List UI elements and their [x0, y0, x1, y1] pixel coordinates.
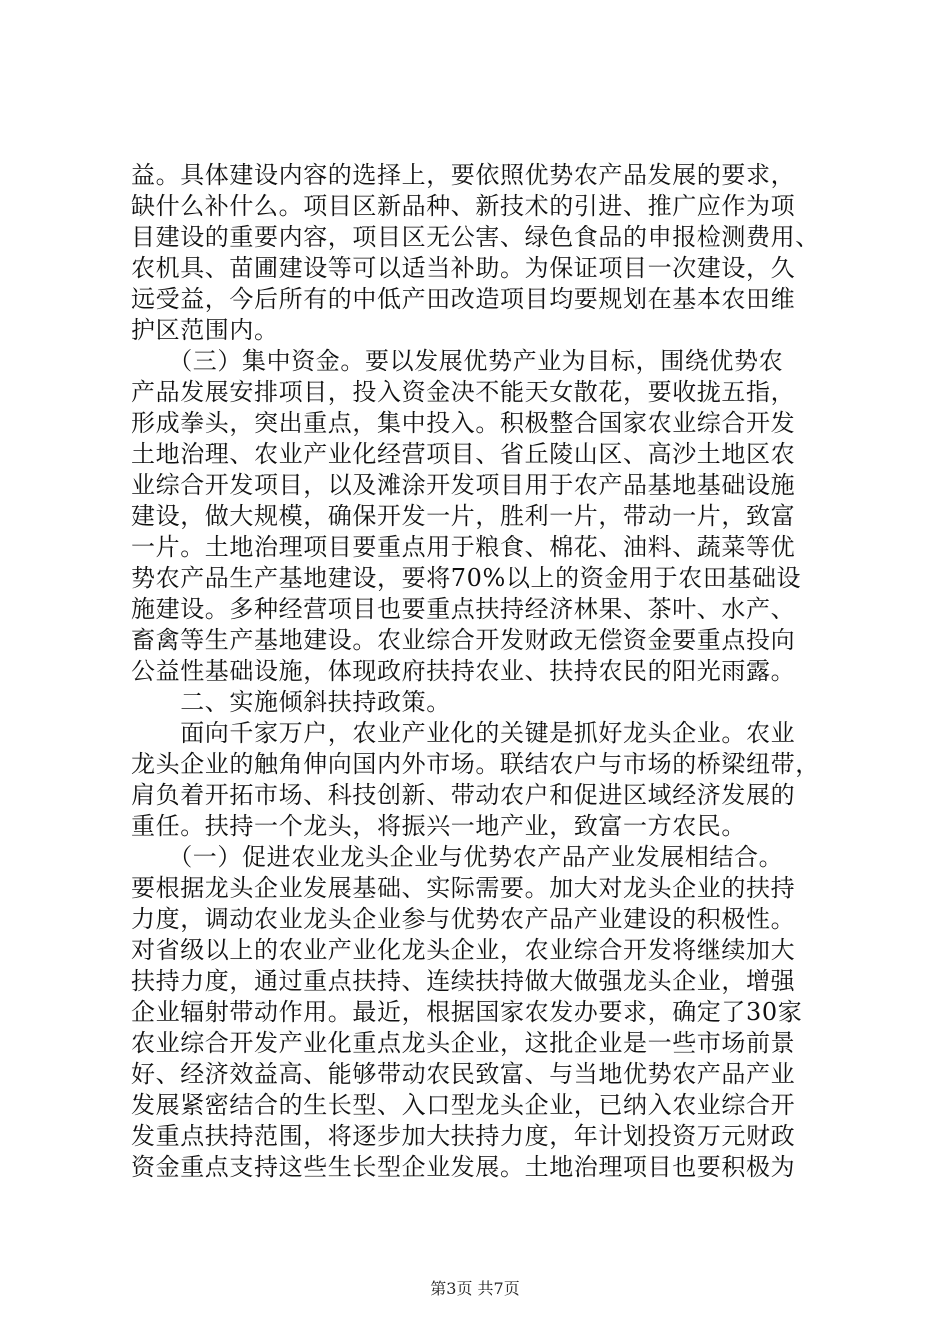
text-line: （一）促进农业龙头企业与优势农产品产业发展相结合。 [131, 843, 784, 871]
section-heading: 二、实施倾斜扶持政策。 [131, 688, 451, 716]
text-line: 产品发展安排项目，投入资金决不能天女散花，要收拢五指， [131, 378, 796, 406]
text-line: 要根据龙头企业发展基础、实际需要。加大对龙头企业的扶持 [131, 874, 796, 902]
text-line: 一片。土地治理项目要重点用于粮食、棉花、油料、蔬菜等优 [131, 533, 796, 561]
text-line: 扶持力度，通过重点扶持、连续扶持做大做强龙头企业，增强 [131, 967, 796, 995]
text-line: 好、经济效益高、能够带动农民致富、与当地优势农产品产业 [131, 1060, 796, 1088]
text-line: 重任。扶持一个龙头，将振兴一地产业，致富一方农民。 [131, 812, 746, 840]
page-number-footer: 第3页 共7页 [430, 1279, 520, 1298]
text-line: 畜禽等生产基地建设。农业综合开发财政无偿资金要重点投向 [131, 626, 796, 654]
text-line: 形成拳头，突出重点，集中投入。积极整合国家农业综合开发 [131, 409, 796, 437]
text-line: 缺什么补什么。项目区新品种、新技术的引进、推广应作为项 [131, 192, 796, 220]
text-line: 肩负着开拓市场、科技创新、带动农户和促进区域经济发展的 [131, 781, 796, 809]
text-line: 对省级以上的农业产业化龙头企业，农业综合开发将继续加大 [131, 936, 796, 964]
text-line: 发重点扶持范围，将逐步加大扶持力度，年计划投资万元财政 [131, 1122, 796, 1150]
text-line: 企业辐射带动作用。最近，根据国家农发办要求，确定了30家 [131, 998, 803, 1026]
text-line: 护区范围内。 [131, 316, 279, 344]
text-line: 发展紧密结合的生长型、入口型龙头企业，已纳入农业综合开 [131, 1091, 796, 1119]
text-line: 龙头企业的触角伸向国内外市场。联结农户与市场的桥梁纽带， [131, 750, 820, 778]
text-line: 公益性基础设施，体现政府扶持农业、扶持农民的阳光雨露。 [131, 657, 796, 685]
text-line: （三）集中资金。要以发展优势产业为目标，围绕优势农 [131, 347, 784, 375]
text-line: 远受益，今后所有的中低产田改造项目均要规划在基本农田维 [131, 285, 796, 313]
text-line: 建设，做大规模，确保开发一片，胜利一片，带动一片，致富 [131, 502, 796, 530]
text-line: 土地治理、农业产业化经营项目、省丘陵山区、高沙土地区农 [131, 440, 796, 468]
text-line: 农机具、苗圃建设等可以适当补助。为保证项目一次建设，久 [131, 254, 796, 282]
text-line: 力度，调动农业龙头企业参与优势农产品产业建设的积极性。 [131, 905, 796, 933]
text-line: 施建设。多种经营项目也要重点扶持经济林果、茶叶、水产、 [131, 595, 796, 623]
text-line: 农业综合开发产业化重点龙头企业，这批企业是一些市场前景 [131, 1029, 796, 1057]
text-line: 面向千家万户，农业产业化的关键是抓好龙头企业。农业 [131, 719, 796, 747]
body-text [131, 160, 831, 1183]
text-line: 业综合开发项目，以及滩涂开发项目用于农产品基地基础设施 [131, 471, 796, 499]
text-line: 资金重点支持这些生长型企业发展。土地治理项目也要积极为 [131, 1153, 796, 1181]
text-line: 目建设的重要内容，项目区无公害、绿色食品的申报检测费用、 [131, 223, 820, 251]
text-line: 益。具体建设内容的选择上，要依照优势农产品发展的要求， [131, 161, 796, 189]
text-line: 势农产品生产基地建设，要将70%以上的资金用于农田基础设 [131, 564, 802, 592]
